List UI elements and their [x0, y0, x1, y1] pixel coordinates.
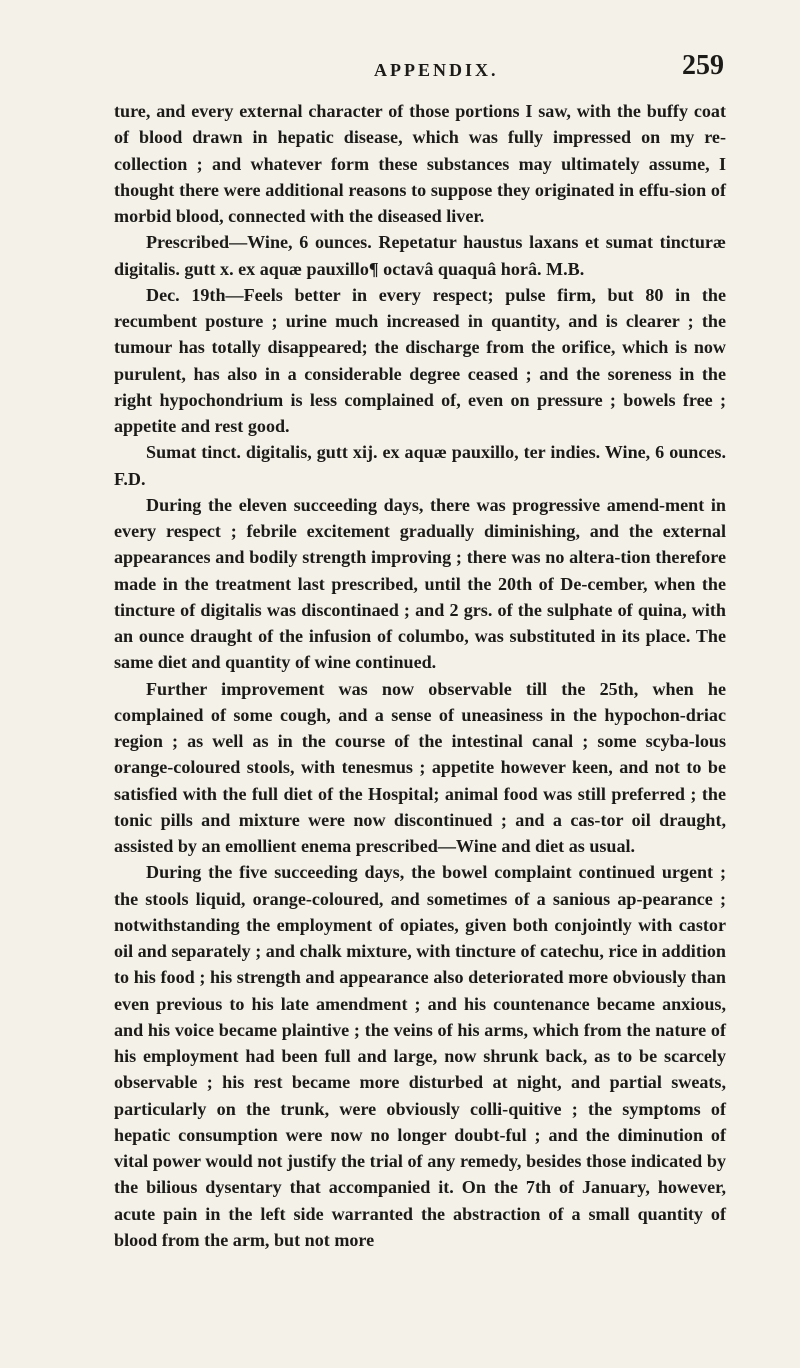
paragraph-prescription-2: Sumat tinct. digitalis, gutt xij. ex aquæ pauxillo, ter indies. Wine, 6 ounces. F.D.	[114, 442, 726, 489]
paragraph-five-days: During the five succeeding days, the bowel complaint continued urgent ; the stools liquid, orange-coloured, and sometimes of a sanious ap-pearance ; notwithstanding the employment of opiates, given both conjointly with castor oil and separately ; and chalk mixture, with tincture of catechu, rice in addition to his food ; his strength and appearance also deteriorated more obviously than even previous to his late amendment ; and his countenance became anxious, and his voice became plaintive ; the veins of his arms, which from the nature of his employment had been full and large, now shrunk back, as to be scarcely observable ; his rest became more disturbed at night, and partial sweats, particularly on the trunk, were obviously colli-quitive ; the symptoms of hepatic consumption were now no longer doubt-ful ; and the diminution of vital power would not justify the trial of any remedy, besides those indicated by the bilious dysentary that accompanied it. On the 7th of January, however, acute pain in the left side warranted the abstraction of a small quantity of blood from the arm, but not more	[114, 862, 726, 1250]
paragraph-continuation: ture, and every external character of those portions I saw, with the buffy coat of blood drawn in hepatic disease, which was fully impressed on my re-collection ; and whatever form these substances may ultimately assume, I thought there were additional reasons to suppose they originated in effu-sion of morbid blood, connected with the diseased liver.	[114, 101, 726, 226]
paragraph-further-improvement: Further improvement was now observable till the 25th, when he complained of some cough, and a sense of uneasiness in the hypochon-driac region ; as well as in the course of the intestinal canal ; some scyba-lous orange-coloured stools, with tenesmus ; appetite however keen, and not to be satisfied with the full diet of the Hospital; animal food was still preferred ; the tonic pills and mixture were now discontinued ; and a cas-tor oil draught, assisted by an emollient enema prescribed—Wine and diet as usual.	[114, 678, 726, 856]
paragraph-eleven-days: During the eleven succeeding days, there was progressive amend-ment in every respect ; febrile excitement gradually diminishing, and the external appearances and bodily strength improving ; there was no altera-tion therefore made in the treatment last prescribed, until the 20th of De-cember, when the tincture of digitalis was discontinaed ; and 2 grs. of the sulphate of quina, with an ounce draught of the infusion of columbo, was substituted in its place. The same diet and quantity of wine continued.	[114, 494, 726, 673]
paragraph-prescription-1: Prescribed—Wine, 6 ounces. Repetatur haustus laxans et sumat tincturæ digitalis. gutt x. ex aquæ pauxillo¶ octavâ quaquâ horâ. M.B.	[114, 232, 726, 279]
running-header	[106, 50, 724, 90]
page-number: 259	[682, 50, 724, 81]
running-title: APPENDIX.	[374, 60, 499, 80]
body-text	[114, 98, 726, 1253]
paragraph-dec-19: Dec. 19th—Feels better in every respect; pulse firm, but 80 in the recumbent posture ; urine much increased in quantity, and is clearer ; the tumour has totally disappeared; the discharge from the orifice, which is now purulent, has also in a considerable degree ceased ; and the soreness in the right hypochondrium is less complained of, even on pressure ; bowels free ; appetite and rest good.	[114, 284, 726, 436]
